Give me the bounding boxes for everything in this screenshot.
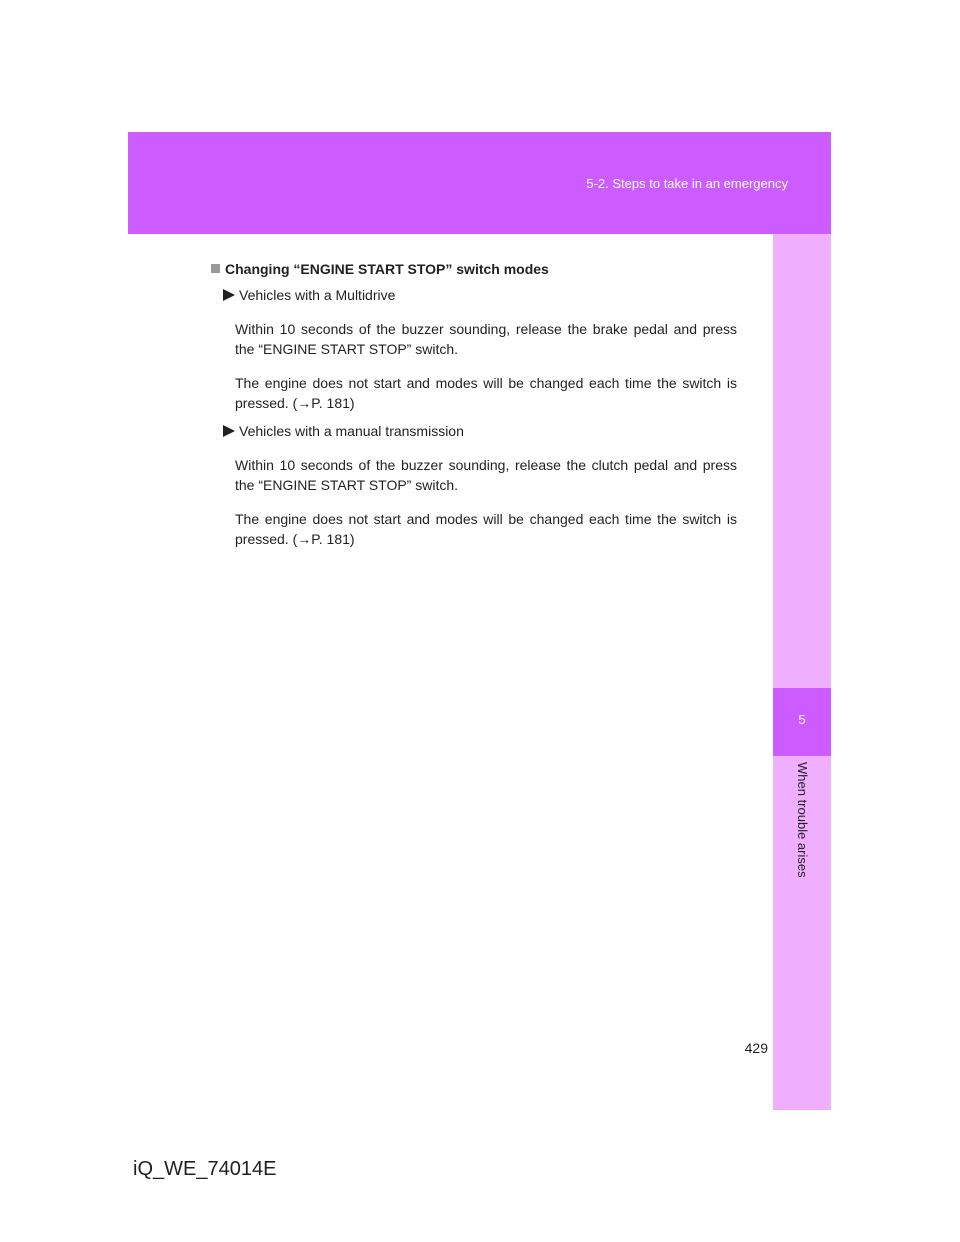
chapter-title-container	[779, 762, 825, 902]
page-number: 429	[744, 1040, 768, 1056]
chapter-number: 5	[798, 712, 806, 727]
triangle-pointer-icon	[223, 425, 235, 437]
header-band	[128, 132, 831, 234]
subhead-text: Vehicles with a manual transmission	[239, 423, 464, 439]
subhead-text: Vehicles with a Multidrive	[239, 287, 396, 303]
triangle-pointer-icon	[223, 289, 235, 301]
section-title: 5-2. Steps to take in an emergency	[586, 176, 788, 191]
subhead-multidrive	[197, 285, 737, 305]
section-heading-text: Changing “ENGINE START STOP” switch modes	[225, 261, 549, 277]
main-content	[211, 259, 737, 549]
chapter-number-box	[773, 688, 831, 756]
square-bullet-icon	[211, 264, 220, 273]
section-heading	[211, 259, 737, 279]
document-code: iQ_WE_74014E	[133, 1158, 277, 1180]
chapter-side-tab	[773, 234, 831, 1110]
chapter-title: When trouble arises	[795, 762, 810, 878]
subhead-manual-transmission	[197, 421, 737, 441]
paragraph: Within 10 seconds of the buzzer sounding, release the clutch pedal and press the “ENGINE START STOP” switch.	[235, 457, 737, 493]
paragraph: The engine does not start and modes will be changed each time the switch is pressed. (→P. 181)	[235, 511, 737, 547]
paragraph: Within 10 seconds of the buzzer sounding, release the brake pedal and press the “ENGINE START STOP” switch.	[235, 321, 737, 357]
paragraph: The engine does not start and modes will be changed each time the switch is pressed. (→P. 181)	[235, 375, 737, 411]
